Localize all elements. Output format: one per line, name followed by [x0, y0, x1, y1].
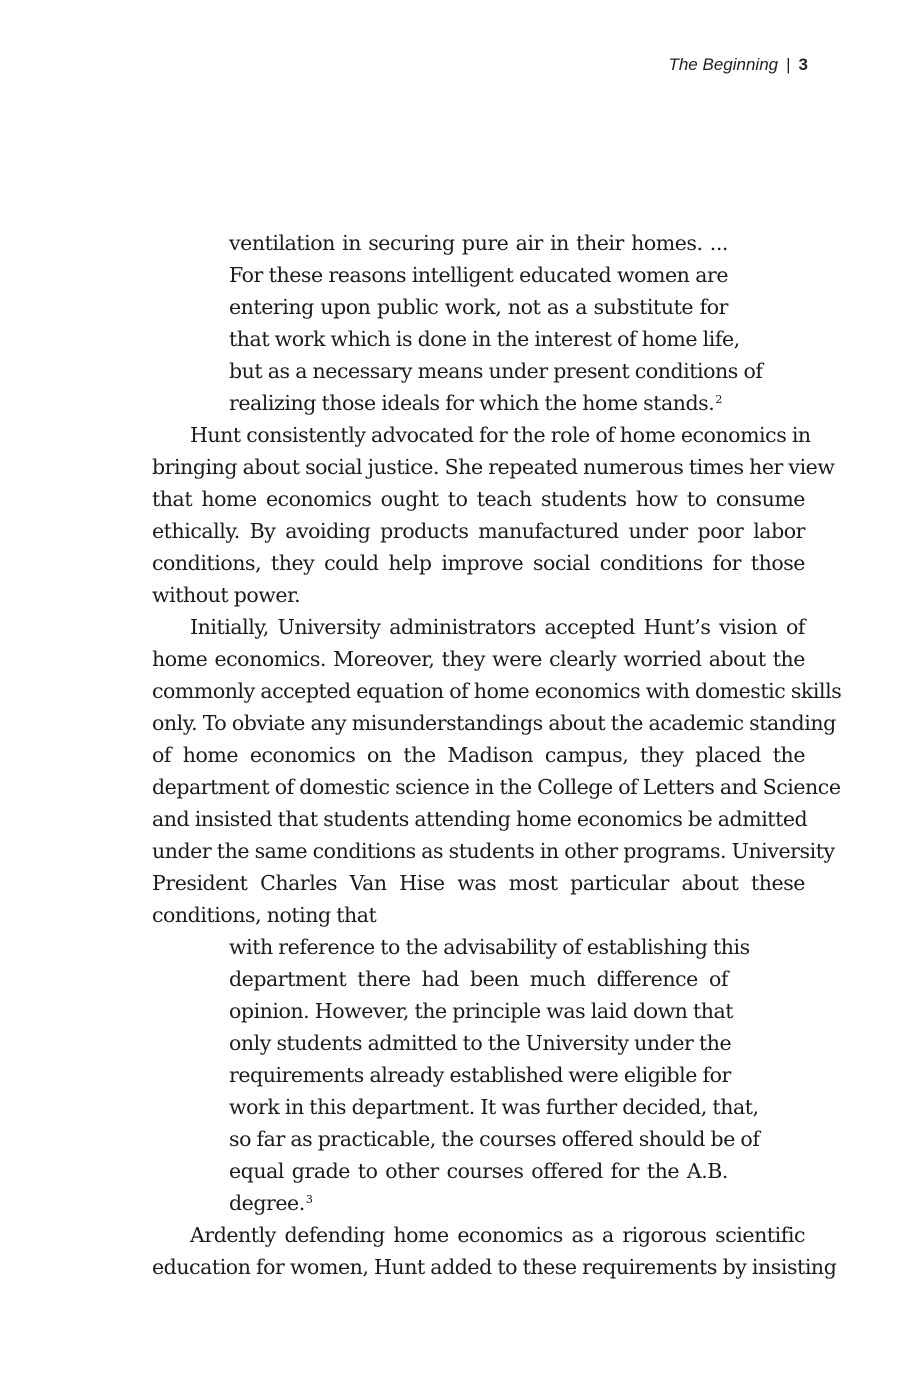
text-line: bringing about social justice. She repeated numerous times her view: [152, 455, 835, 479]
text-line: For these reasons intelligent educated women are: [229, 263, 728, 287]
text-line: ventilation in securing pure air in their homes. ...: [229, 231, 728, 255]
text-line: that home economics ought to teach students how to consume: [152, 487, 805, 511]
running-head: [668, 54, 808, 76]
text-line: conditions, noting that: [152, 903, 377, 927]
text-line: but as a necessary means under present conditions of: [229, 359, 763, 383]
text-line: of home economics on the Madison campus, they placed the: [152, 743, 805, 767]
footnote-ref-2[interactable]: 2: [715, 393, 722, 407]
paragraph-1: [152, 419, 835, 611]
text-line: without power.: [152, 583, 301, 607]
text-line: opinion. However, the principle was laid down that: [229, 999, 734, 1023]
text-line: requirements already established were eligible for: [229, 1063, 731, 1087]
block-quote-2: [152, 931, 805, 1219]
footnote-ref-3[interactable]: 3: [305, 1193, 313, 1207]
text-line: home economics. Moreover, they were clearly worried about the: [152, 647, 805, 671]
text-line: commonly accepted equation of home economics with domestic skills: [152, 679, 842, 703]
running-head-title: The Beginning: [668, 55, 779, 74]
text-line: and insisted that students attending home economics be admitted: [152, 807, 808, 831]
paragraph-3: [152, 1219, 837, 1283]
text-line: ethically. By avoiding products manufactured under poor labor: [152, 519, 805, 543]
text-line: President Charles Van Hise was most particular about these: [152, 871, 805, 895]
text-line: [229, 387, 728, 419]
text-line: only. To obviate any misunderstandings about the academic standing: [152, 711, 836, 735]
block-quote-1: [152, 227, 805, 419]
text-line: conditions, they could help improve social conditions for those: [152, 551, 805, 575]
text-line: under the same conditions as students in other programs. University: [152, 839, 835, 863]
page-number: 3: [798, 55, 808, 74]
text-line: equal grade to other courses offered for the A.B.: [229, 1159, 728, 1183]
text-line: entering upon public work, not as a substitute for: [229, 295, 728, 319]
text-line-content: degree.: [229, 1191, 305, 1215]
text-line: Hunt consistently advocated for the role of home economics in: [190, 423, 811, 447]
running-head-separator: |: [786, 55, 791, 74]
text-line: work in this department. It was further decided, that,: [229, 1095, 759, 1119]
text-line-content: realizing those ideals for which the home stands.: [229, 391, 715, 415]
text-line: department there had been much difference of: [229, 967, 728, 991]
text-line: with reference to the advisability of establishing this: [229, 935, 750, 959]
text-line: Ardently defending home economics as a rigorous scientific: [190, 1223, 805, 1247]
text-line: department of domestic science in the College of Letters and Science: [152, 775, 841, 799]
text-line: so far as practicable, the courses offered should be of: [229, 1127, 760, 1151]
text-line: Initially, University administrators accepted Hunt’s vision of: [190, 615, 805, 639]
text-line: only students admitted to the University under the: [229, 1031, 732, 1055]
text-line: education for women, Hunt added to these requirements by insisting: [152, 1255, 837, 1279]
text-line: [229, 1187, 728, 1219]
paragraph-2: [152, 611, 842, 931]
text-line: that work which is done in the interest of home life,: [229, 327, 740, 351]
